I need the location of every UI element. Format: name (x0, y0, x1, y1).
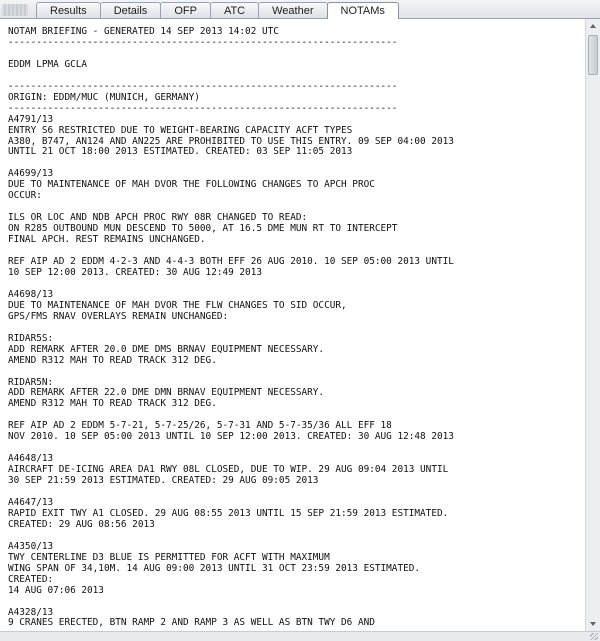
chevron-up-icon (590, 24, 596, 28)
scroll-down-button[interactable] (586, 617, 600, 631)
tab-ofp[interactable]: OFP (160, 2, 211, 18)
tab-results[interactable]: Results (36, 2, 101, 18)
vertical-scrollbar[interactable] (585, 19, 600, 631)
tab-strip (36, 2, 398, 19)
tab-notams[interactable]: NOTAMs (327, 2, 399, 19)
scrollbar-thumb[interactable] (588, 35, 598, 75)
tab-bar (0, 0, 600, 19)
tab-atc[interactable]: ATC (210, 2, 259, 18)
chevron-down-icon (590, 622, 596, 626)
status-bar (0, 631, 600, 641)
resize-grip-icon[interactable] (590, 633, 598, 640)
tab-weather[interactable]: Weather (258, 2, 327, 18)
notam-briefing-text: NOTAM BRIEFING - GENERATED 14 SEP 2013 14:02 UTC --------------------------------------------------------------------- EDDM LPMA GCLA --------------------------------------------------------------------- ORIGIN: EDDM/MUC (MUNICH, GERMANY) --------------------------------------------------------------------- A4791/13 ENTRY S6 RESTRICTED DUE TO WEIGHT-BEARING CAPACITY ACFT TYPES A380, B747, AN124 AND AN225 ARE PROHIBITED TO USE THIS ENTRY. 09 SEP 04:00 2013 UNTIL 21 OCT 18:00 2013 ESTIMATED. CREATED: 03 SEP 11:05 2013 A4699/13 DUE TO MAINTENANCE OF MAH DVOR THE FOLLOWING CHANGES TO APCH PROC OCCUR: ILS OR LOC AND NDB APCH PROC RWY 08R CHANGED TO READ: ON R285 OUTBOUND MUN DESCEND TO 5000, AT 16.5 DME MUN RT TO INTERCEPT FINAL APCH. REST REMAINS UNCHANGED. REF AIP AD 2 EDDM 4-2-3 AND 4-4-3 BOTH EFF 26 AUG 2010. 10 SEP 05:00 2013 UNTIL 10 SEP 12:00 2013. CREATED: 30 AUG 12:49 2013 A4698/13 DUE TO MAINTENANCE OF MAH DVOR THE FLW CHANGES TO SID OCCUR, GPS/FMS RNAV OVERLAYS REMAIN UNCHANGED: RIDAR5S: ADD REMARK AFTER 20.0 DME DMS BRNAV EQUIPMENT NECESSARY. AMEND R312 MAH TO READ TRACK 312 DEG. RIDAR5N: ADD REMARK AFTER 22.0 DME DMN BRNAV EQUIPMENT NECESSARY. AMEND R312 MAH TO READ TRACK 312 DEG. REF AIP AD 2 EDDM 5-7-21, 5-7-25/26, 5-7-31 AND 5-7-35/36 ALL EFF 18 NOV 2010. 10 SEP 05:00 2013 UNTIL 10 SEP 12:00 2013. CREATED: 30 AUG 12:48 2013 A4648/13 AIRCRAFT DE-ICING AREA DA1 RWY 08L CLOSED, DUE TO WIP. 29 AUG 09:04 2013 UNTIL 30 SEP 21:59 2013 ESTIMATED. CREATED: 29 AUG 09:05 2013 A4647/13 RAPID EXIT TWY A1 CLOSED. 29 AUG 08:55 2013 UNTIL 15 SEP 21:59 2013 ESTIMATED. CREATED: 29 AUG 08:56 2013 A4350/13 TWY CENTERLINE D3 BLUE IS PERMITTED FOR ACFT WITH MAXIMUM WING SPAN OF 34,10M. 14 AUG 09:00 2013 UNTIL 31 OCT 23:59 2013 ESTIMATED. CREATED: 14 AUG 07:06 2013 A4328/13 9 CRANES ERECTED, BTN RAMP 2 AND RAMP 3 AS WELL AS BTN TWY D6 AND (8, 27, 454, 629)
tab-bar-grip (2, 4, 28, 16)
scroll-up-button[interactable] (586, 19, 600, 33)
tab-details[interactable]: Details (100, 2, 162, 18)
